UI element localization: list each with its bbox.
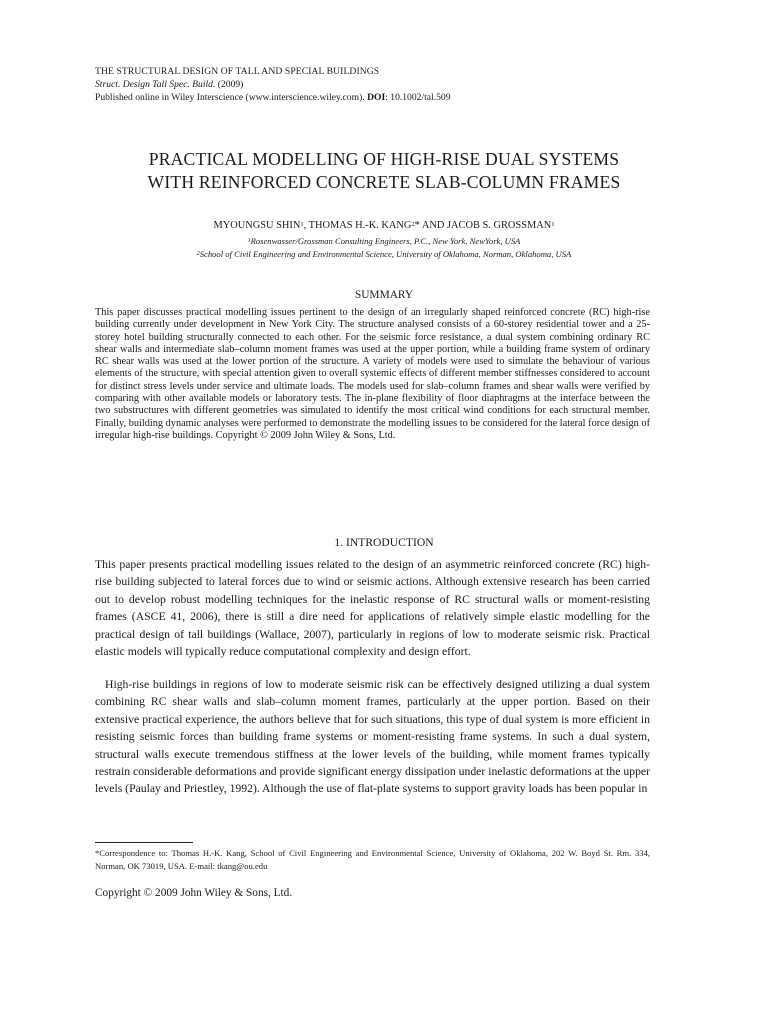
summary-abstract: This paper discusses practical modelling issues pertinent to the design of an irregularly shaped reinforced concrete (RC) high-rise building currently under development in New York City. The structure analysed consists of a 60-storey residential tower and a 25-storey hotel building structurally connected to each other. For the seismic force resistance, a dual system combining ordinary RC shear walls and intermediate slab–column moment frames was used at the upper portion, while a building frame system of ordinary RC shear walls was used at the lower portion of the structure. A variety of models were used to simulate the behaviour of various elements of the structure, with special attention given to overall systemic effects of different member stiffnesses considered to account for distinct stress levels under service and ultimate loads. The models used for slab–column frames and shear walls were verified by comparing with other available models or laboratory tests. The in-plane flexibility of floor diaphragms at the interface between the two substructures with different geometries was simulated to identify the most critical wind conditions for each structural member. Finally, building dynamic analyses were performed to demonstrate the modelling issues to be considered for the lateral force design of irregular high-rise buildings. Copyright © 2009 John Wiley & Sons, Ltd. [95, 307, 650, 441]
summary-heading: SUMMARY [354, 289, 414, 301]
author-2-affil: 2 [411, 221, 415, 228]
intro-paragraph-1: This paper presents practical modelling issues related to the design of an asymmetric reinforced concrete (RC) high-rise building subjected to lateral forces due to wind or seismic actions. Although extensive research has been carried out to develop robust modelling techniques for the inelastic response of RC structural walls or moment-resisting frames (ASCE 41, 2006), there is still a dire need for applications of relatively simple elastic modelling for the practical design of tall buildings (Wallace, 2007), particularly in regions of low to moderate seismic risk. Practical elastic models will typically reduce computational complexity and design effort. [95, 558, 650, 659]
affiliation-2-mark: 2 [196, 251, 200, 257]
journal-name: THE STRUCTURAL DESIGN OF TALL AND SPECIAL BUILDINGS [95, 66, 380, 77]
introduction-heading: 1. INTRODUCTION [334, 536, 434, 549]
author-3-affil: 1 [551, 221, 555, 228]
copyright-notice: Copyright © 2009 John Wiley & Sons, Ltd. [95, 887, 293, 899]
title-line-1: PRACTICAL MODELLING OF HIGH-RISE DUAL SYSTEMS [148, 149, 620, 169]
journal-header [95, 65, 695, 104]
correspondence-footnote: *Correspondence to: Thomas H.-K. Kang, School of Civil Engineering and Environmental Science, University of Oklahoma, 202 W. Boyd St. Rm. 334, Norman, OK 73019, USA. E-mail: tkang@ou.edu [95, 848, 650, 871]
journal-citation [95, 78, 695, 91]
affiliation-1 [60, 236, 708, 247]
published-text: Published online in Wiley Interscience (www.interscience.wiley.com). [95, 92, 365, 103]
author-2: THOMAS H.-K. KANG [308, 220, 412, 231]
published-line [95, 91, 695, 104]
title-line-2: WITH REINFORCED CONCRETE SLAB-COLUMN FRAMES [147, 172, 621, 192]
author-1: MYOUNGSU SHIN [213, 220, 301, 231]
affiliation-1-text: Rosenwasser/Grossman Consulting Engineers, P.C., New York, NewYork, USA [250, 236, 521, 246]
author-1-affil: 1 [300, 221, 304, 228]
author-list [60, 219, 708, 233]
footnote-rule [95, 842, 193, 843]
intro-paragraph-2: High-rise buildings in regions of low to moderate seismic risk can be effectively designed utilizing a dual system combining RC shear walls and slab–column moment frames, particularly at the upper portion. Based on their extensive practical experience, the authors believe that for such situations, this type of dual system is more efficient in resisting seismic forces than building frame systems or moment-resisting frame systems. In such a dual system, structural walls execute tremendous stiffness at the lower levels of the building, while moment frames typically restrain considerable deformations and provide significant energy dissipation under inelastic deformations at the upper levels (Paulay and Priestley, 1992). Although the use of flat-plate systems to support gravity loads has been popular in [95, 678, 650, 796]
author-2-mark: * AND [414, 220, 447, 231]
author-sep: , [303, 220, 309, 231]
affiliation-2 [60, 249, 708, 260]
paper-title [60, 148, 708, 194]
doi-label: DOI [367, 92, 386, 103]
author-3: JACOB S. GROSSMAN [447, 220, 552, 231]
citation-year: (2009) [217, 79, 244, 90]
affiliation-2-text: School of Civil Engineering and Environmental Science, University of Oklahoma, Norman, Oklahoma, USA [199, 249, 572, 259]
citation-abbrev: Struct. Design Tall Spec. Build. [95, 79, 216, 90]
doi-value: : 10.1002/tal.509 [385, 92, 451, 103]
affiliation-1-mark: 1 [247, 238, 251, 244]
